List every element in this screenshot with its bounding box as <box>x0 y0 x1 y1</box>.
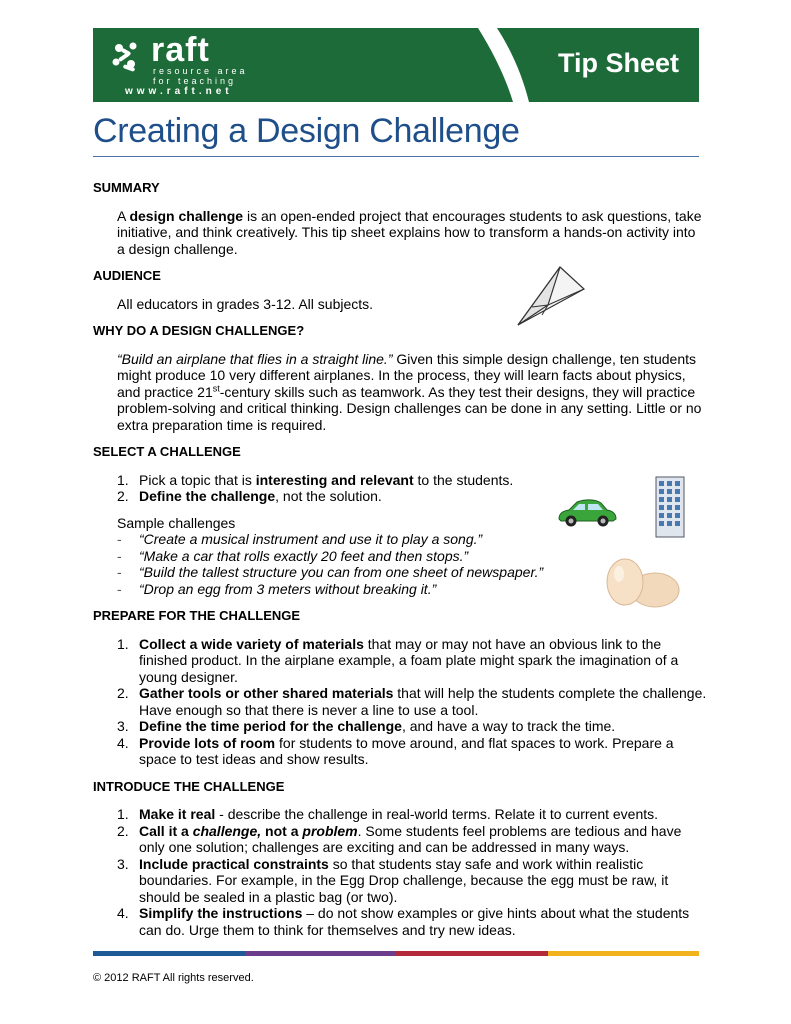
green-car-icon <box>555 497 619 529</box>
sample-text: “Build the tallest structure you can from one sheet of newspaper.” <box>139 564 544 580</box>
tip-sheet-badge: Tip Sheet <box>557 48 679 78</box>
dash-bullet: - <box>117 564 122 580</box>
dash-bullet: - <box>117 531 122 547</box>
logo-tagline-1: resource area <box>153 66 248 76</box>
item-bold: Collect a wide variety of materials <box>139 635 364 652</box>
item-bold: Define the time period for the challenge <box>139 718 402 734</box>
list-item <box>117 718 707 735</box>
audience-heading: AUDIENCE <box>93 268 161 283</box>
item-bold: Gather tools or other shared materials <box>139 685 394 701</box>
prepare-list <box>117 636 707 768</box>
list-item <box>117 685 707 718</box>
select-heading: SELECT A CHALLENGE <box>93 444 241 459</box>
list-number: 4. <box>117 905 129 921</box>
dash-bullet: - <box>117 547 122 564</box>
footer-bar-segment-blue <box>93 951 245 956</box>
item-bold: Call it a <box>139 822 193 839</box>
eggs-icon <box>603 556 683 610</box>
item-text: for students to move around, and flat spaces to work. Prepare a space to test ideas and show results. <box>139 734 674 767</box>
list-number: 3. <box>117 855 129 872</box>
list-item <box>117 856 707 906</box>
sample-challenges-label: Sample challenges <box>117 514 236 531</box>
item-text: . Some students feel problems are tedious and have only one solution; challenges are exciting and can be addressed in many ways. <box>139 822 682 855</box>
list-item <box>117 823 707 856</box>
list-number: 1. <box>117 471 129 488</box>
list-item <box>117 636 707 686</box>
list-number: 4. <box>117 734 129 751</box>
item-text: to the students. <box>413 471 514 488</box>
introduce-list <box>117 806 707 938</box>
list-item <box>117 905 707 938</box>
why-text-2: -century skills such as teamwork. As they test their designs, they will practice problem-solving and critical thinking. Design challenges can be done in any setting. Little or no extra preparation time is required. <box>117 383 702 433</box>
item-text: Pick a topic that is <box>139 471 256 488</box>
document-body <box>93 170 707 938</box>
item-text: that will help the students complete the challenge. Have enough so that there is never a line to use a tool. <box>139 685 707 718</box>
item-bold-italic: challenge, <box>192 822 262 839</box>
item-bold: Include practical constraints <box>139 855 329 872</box>
item-bold: Make it real <box>139 806 216 822</box>
copyright: © 2012 RAFT All rights reserved. <box>93 972 254 984</box>
list-item <box>117 531 703 548</box>
list-number: 2. <box>117 488 129 504</box>
sample-text: “Drop an egg from 3 meters without breaking it.” <box>139 580 437 597</box>
sample-text: “Create a musical instrument and use it to play a song.” <box>139 531 483 547</box>
paper-airplane-icon <box>512 265 588 327</box>
item-text: that may or may not have an obvious link to the finished product. In the airplane example, a foam plate might spark the imagination of a young designer. <box>139 635 679 685</box>
why-heading: WHY DO A DESIGN CHALLENGE? <box>93 323 305 338</box>
logo-tagline-2: for teaching <box>153 76 237 86</box>
summary-pre: A <box>117 207 130 224</box>
prepare-heading: PREPARE FOR THE CHALLENGE <box>93 608 301 623</box>
footer-bar-segment-purple <box>245 951 397 956</box>
list-item <box>117 472 703 489</box>
item-text: - describe the challenge in real-world terms. Relate it to current events. <box>215 806 659 822</box>
item-bold: Define the challenge <box>139 488 276 504</box>
sample-text: “Make a car that rolls exactly 20 feet and then stops.” <box>139 547 469 564</box>
why-quote: “Build an airplane that flies in a straight line.” <box>117 350 393 367</box>
dash-bullet: - <box>117 580 122 597</box>
list-number: 3. <box>117 718 129 734</box>
item-bold-italic: problem <box>302 822 358 839</box>
introduce-heading: INTRODUCE THE CHALLENGE <box>93 778 285 794</box>
footer-bar-segment-yellow <box>548 951 700 956</box>
footer-bar-segment-red <box>396 951 548 956</box>
list-number: 1. <box>117 635 129 652</box>
summary-bold: design challenge <box>129 207 244 224</box>
title-divider <box>93 156 699 157</box>
why-text <box>117 351 707 434</box>
footer-color-bar <box>93 951 699 956</box>
summary-heading: SUMMARY <box>93 180 160 195</box>
item-bold: Provide lots of room <box>139 734 276 751</box>
list-number: 2. <box>117 685 129 701</box>
summary-text <box>117 208 707 258</box>
header-banner <box>93 28 699 102</box>
item-bold: not a <box>261 822 303 839</box>
logo-url: www.raft.net <box>125 86 233 97</box>
why-sup: st <box>212 382 220 393</box>
item-text: so that students stay safe and work within realistic boundaries. For example, in the Egg Drop challenge, because the egg must be raw, it should be sealed in a plastic bag (or two). <box>139 855 669 905</box>
list-item <box>117 735 707 768</box>
item-text: , not the solution. <box>275 488 382 504</box>
tall-building-icon <box>654 475 686 539</box>
list-number: 2. <box>117 822 129 839</box>
page-title: Creating a Design Challenge <box>93 112 520 150</box>
raft-hands-logo-icon <box>109 40 145 76</box>
item-text: – do not show examples or give hints about what the students can do. Urge them to think for themselves and try new ideas. <box>139 905 690 938</box>
audience-text: All educators in grades 3-12. All subjects. <box>117 295 374 312</box>
logo-name: raft <box>151 31 210 69</box>
summary-post: is an open-ended project that encourages students to ask questions, take initiative, and think creatively. This tip sheet explains how to transform a hands-on activity into a design challenge. <box>117 207 702 257</box>
item-bold: interesting and relevant <box>255 471 414 488</box>
list-number: 1. <box>117 806 129 822</box>
item-text: , and have a way to track the time. <box>401 718 616 734</box>
list-item <box>117 806 707 823</box>
why-text-1: Given this simple design challenge, ten students might produce 10 very different airplanes. In the process, they will learn facts about physics, and practice 21 <box>117 350 696 400</box>
item-bold: Simplify the instructions <box>139 905 303 921</box>
